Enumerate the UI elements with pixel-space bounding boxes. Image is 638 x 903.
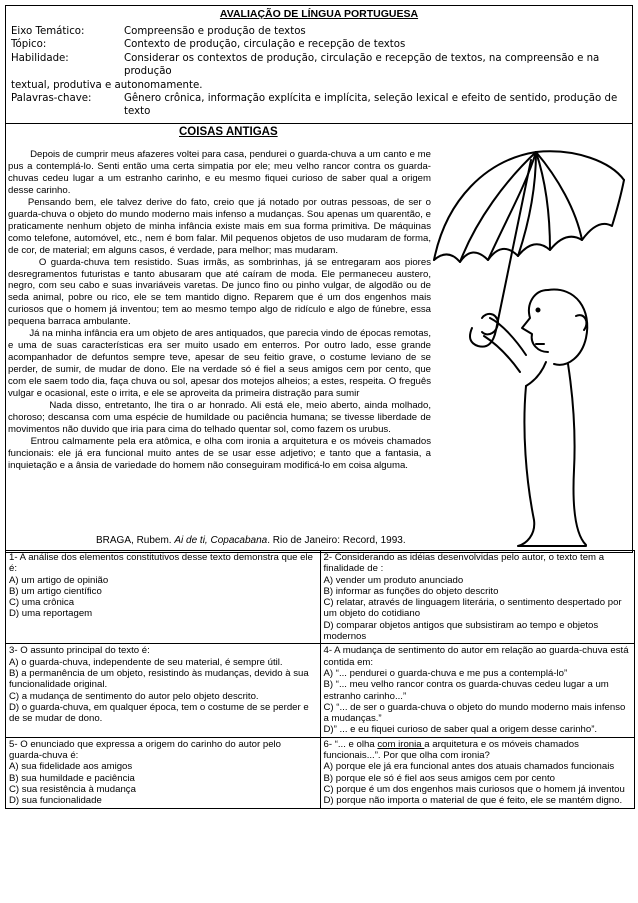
exam-title: AVALIAÇÃO DE LÍNGUA PORTUGUESA bbox=[219, 8, 419, 20]
paragraph: Pensando bem, ele talvez derive do fato, creio que já notado por outras pessoas, de ser o guarda-chuva o objeto do mundo moderno mais infenso a mudanças. Sou apenas um quarentão, e praticamente nenhum objeto de minha infância existe mais em sua forma primitiva. De máquinas como telefone, automóvel, etc., nem é bom falar. Mil pequenos objetos de uso mudaram de forma, de cor, de material; em alguns casos, é verdade, para melhor; mas mudaram. bbox=[8, 196, 431, 256]
question-2 bbox=[320, 551, 635, 644]
meta-value: Compreensão e produção de textos bbox=[124, 26, 306, 37]
table-row bbox=[6, 737, 635, 808]
meta-label: Palavras-chave: bbox=[11, 93, 92, 105]
option-d: D)” ... e eu fiquei curioso de saber qual a origem desse carinho”. bbox=[323, 724, 598, 736]
option-b: B) informar as funções do objeto descrito bbox=[323, 585, 499, 597]
text-box bbox=[5, 124, 633, 553]
option-c: C) uma crônica bbox=[9, 597, 75, 609]
option-b: B) um artigo científico bbox=[9, 585, 102, 597]
paragraph: Depois de cumprir meus afazeres voltei para casa, pendurei o guarda-chuva a um canto e me pus a contemplá-lo. Senti então uma certa simpatia por ele; meu velho rancor contra os guarda-chuvas cedeu lugar a um estranho carinho, e eu mesmo fiquei curioso de saber qual a origem desse carinho. bbox=[8, 149, 431, 196]
question-1 bbox=[6, 551, 321, 644]
umbrella-man-illustration bbox=[426, 140, 626, 550]
stem-end: a arquitetura e os móveis chamados funcionais...”. Por que olha com ironia? bbox=[323, 738, 579, 762]
citation-author: BRAGA, Rubem. bbox=[96, 535, 175, 546]
meta-label: Tópico: bbox=[11, 39, 47, 51]
question-stem: 2- Considerando as idéias desenvolvidas pelo autor, o texto tem a finalidade de : bbox=[323, 552, 605, 575]
meta-row bbox=[11, 52, 629, 79]
meta-value: textual, produtiva e autonomamente. bbox=[11, 79, 203, 91]
meta-value: Contexto de produção, circulação e recepção de textos bbox=[124, 39, 406, 51]
option-b: B) “... meu velho rancor contra os guarda-chuvas cedeu lugar a um estranho carinho...” bbox=[323, 679, 609, 702]
question-3 bbox=[6, 644, 321, 737]
option-a: A) vender um produto anunciado bbox=[323, 574, 464, 586]
citation-publisher: . Rio de Janeiro: Record, 1993. bbox=[267, 535, 406, 546]
meta-row bbox=[11, 92, 629, 119]
meta-label: Habilidade: bbox=[11, 52, 69, 64]
meta-row bbox=[11, 79, 629, 92]
header-meta bbox=[11, 25, 629, 119]
option-c: C) a mudança de sentimento do autor pelo objeto descrito. bbox=[9, 690, 259, 702]
question-stem: 1- A análise dos elementos constitutivos desse texto demonstra que ele é: bbox=[9, 552, 313, 575]
option-c: C) porque é um dos engenhos mais curiosos que o homem já inventou bbox=[323, 783, 625, 795]
header-box bbox=[5, 5, 633, 124]
paragraph: Entrou calmamente pela era atômica, e olha com ironia a arquitetura e os móveis chamados funcionais: ele já era funcional muito antes de se usar esse adjetivo; e tanto que a fantasia, a inquietação e a ânsia de variedade do homem não conseguiram modificá-lo em coisa alguma. bbox=[8, 435, 431, 471]
underlined-phrase: com ironia bbox=[377, 738, 425, 750]
option-b: B) sua humildade e paciência bbox=[9, 772, 135, 784]
text-title: COISAS ANTIGAS bbox=[179, 126, 278, 138]
option-a: A) um artigo de opinião bbox=[9, 574, 109, 586]
option-d: D) sua funcionalidade bbox=[9, 795, 102, 807]
question-4 bbox=[320, 644, 635, 737]
option-b: B) a permanência de um objeto, resistindo às mudanças, devido à sua funcionalidade original. bbox=[9, 667, 309, 691]
question-stem: 4- A mudança de sentimento do autor em relação ao guarda-chuva está contida em: bbox=[323, 645, 629, 668]
option-c: C) “... de ser o guarda-chuva o objeto do mundo moderno mais infenso a mudanças.” bbox=[323, 701, 626, 725]
option-a: A) sua fidelidade aos amigos bbox=[9, 761, 133, 773]
question-6 bbox=[320, 737, 635, 808]
meta-value: Gênero crônica, informação explícita e implícita, seleção lexical e efeito de sentido, produção de texto bbox=[124, 93, 618, 118]
option-c: C) relatar, através de linguagem literária, o sentimento despertado por um objeto do cotidiano bbox=[323, 597, 622, 620]
option-a: A) porque ele já era funcional antes dos atuais chamados funcionais bbox=[323, 761, 615, 773]
meta-row bbox=[11, 38, 629, 51]
option-a: A) o guarda-chuva, independente de seu material, é sempre útil. bbox=[9, 656, 283, 668]
paragraph: Nada disso, entretanto, lhe tira o ar honrado. Ali está ele, meio aberto, ainda molhado, choroso; descansa com uma espécie de humildade ou paciência humana; se tivesse liberdade de movimentos não duvido que iria para cima do telhado quentar sol, como fazem os urubus. bbox=[8, 400, 431, 435]
meta-row bbox=[11, 25, 629, 38]
page bbox=[5, 5, 633, 553]
question-stem: 3- O assunto principal do texto é: bbox=[9, 645, 150, 657]
option-a: A) “... pendurei o guarda-chuva e me pus a contemplá-lo” bbox=[323, 667, 568, 679]
stem-start: 6- “... e olha bbox=[323, 738, 378, 750]
citation-book: Ai de ti, Copacabana bbox=[174, 535, 268, 546]
citation bbox=[96, 535, 406, 546]
meta-label: Eixo Temático: bbox=[11, 26, 85, 37]
paragraph: O guarda-chuva tem resistido. Suas irmãs, as sombrinhas, já se entregaram aos piores desregramentos futuristas e tanto abusaram que até caíram de moda. Ele permaneceu austero, negro, com seu cabo e suas invariáveis varetas. De junco fino ou pinho vulgar, de algodão ou de seda animal, pobre ou rico, ele se tem mantido digno. Reparem que é um dos engenhos mais curiosos que o homem já inventou; tem ao mesmo tempo algo de ridículo e algo de fúnebre, essa pequena barraca ambulante. bbox=[8, 256, 431, 328]
option-d: D) o guarda-chuva, em qualquer época, tem o costume de se perder e de se mudar de dono. bbox=[9, 701, 309, 725]
option-d: D) porque não importa o material de que é feito, ele se mantém digno. bbox=[323, 795, 623, 807]
paragraph: Já na minha infância era um objeto de ares antiquados, que parecia vindo de épocas remotas, e uma de suas características era ser muito usado em enterros. Por outro lado, esse grande acompanhador de defuntos sempre teve, apesar de seu feitio grave, o costume leviano de se perder, de sumir, de mudar de dono. Ele na verdade só é fiel a seus amigos cem por cento, que com ele saem todo dia, faça chuva ou sol, apesar dos motejos alheios; a estes, respeita. O freguês vulgar e ocasional, este o irrita, e ele se aproveita da primeira distração para sumir bbox=[8, 328, 431, 400]
table-row bbox=[6, 644, 635, 737]
questions-table bbox=[5, 550, 635, 809]
meta-value: Considerar os contextos de produção, circulação e recepção de textos, na compreensão e na produção bbox=[124, 52, 600, 78]
question-stem bbox=[324, 739, 632, 762]
table-row bbox=[6, 551, 635, 644]
question-5 bbox=[6, 737, 321, 808]
option-c: C) sua resistência à mudança bbox=[9, 783, 136, 795]
article bbox=[8, 149, 431, 472]
question-stem: 5- O enunciado que expressa a origem do carinho do autor pelo guarda-chuva é: bbox=[9, 738, 281, 762]
option-d: D) uma reportagem bbox=[9, 608, 93, 620]
option-d: D) comparar objetos antigos que subsistiram ao tempo e objetos modernos bbox=[323, 619, 599, 643]
option-b: B) porque ele só é fiel aos seus amigos cem por cento bbox=[323, 772, 555, 784]
